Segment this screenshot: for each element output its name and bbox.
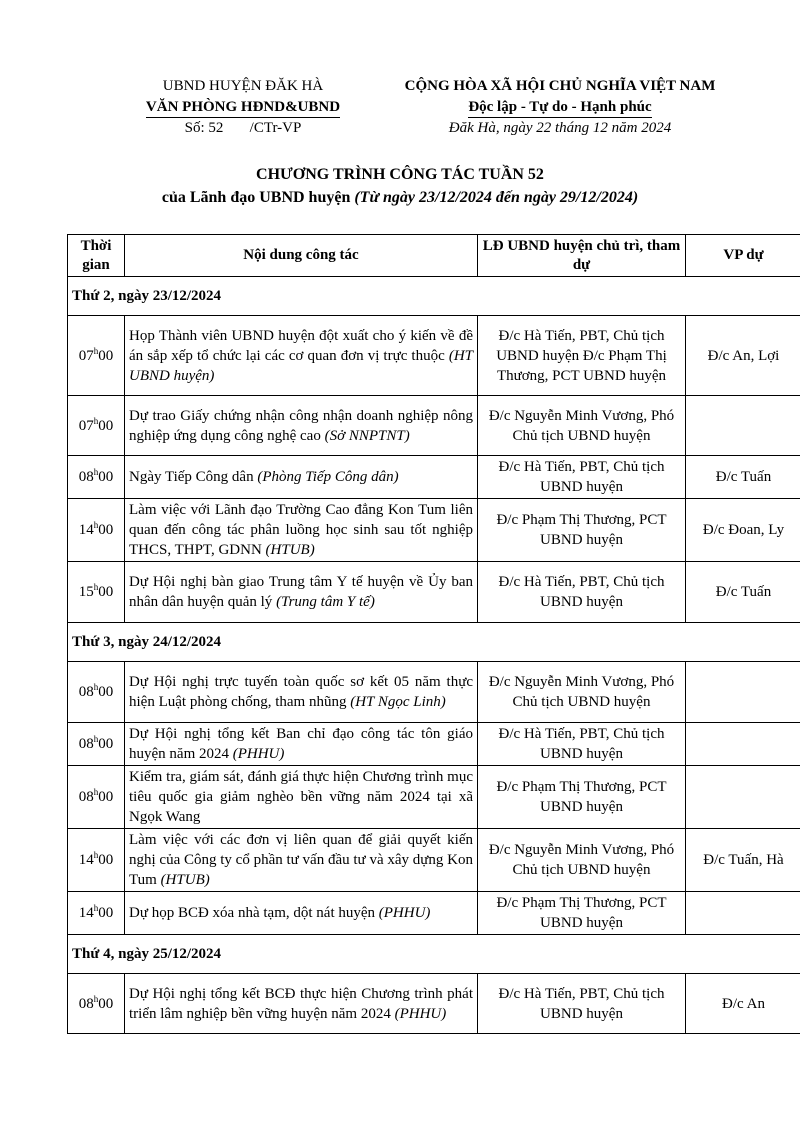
table-row (68, 766, 800, 829)
leader-cell: Đ/c Hà Tiến, PBT, Chủ tịch UBND huyện (478, 723, 686, 766)
content-cell: Dự Hội nghị tổng kết Ban chỉ đạo công tác tôn giáo huyện năm 2024 (PHHU) (125, 723, 478, 766)
table-row (68, 499, 800, 562)
content-cell: Kiểm tra, giám sát, đánh giá thực hiện Chương trình mục tiêu quốc gia giảm nghèo bền vững năm 2024 tại xã Ngọk Wang (125, 766, 478, 829)
vp-cell: Đ/c Tuấn, Hà (686, 829, 800, 892)
content-cell: Dự trao Giấy chứng nhận công nhận doanh nghiệp nông nghiệp ứng dụng công nghệ cao (Sở NNPTNT) (125, 396, 478, 456)
vp-cell (686, 662, 800, 723)
leader-cell: Đ/c Nguyễn Minh Vương, Phó Chủ tịch UBND huyện (478, 396, 686, 456)
document-title (0, 163, 800, 209)
leader-cell: Đ/c Phạm Thị Thương, PCT UBND huyện (478, 499, 686, 562)
agency-header (128, 76, 358, 139)
table-row (68, 829, 800, 892)
vp-cell: Đ/c An, Lợi (686, 316, 800, 396)
day-row (68, 277, 800, 316)
content-cell: Họp Thành viên UBND huyện đột xuất cho ý kiến về đề án sắp xếp tổ chức lại các cơ quan đơn vị trực thuộc (HT UBND huyện) (125, 316, 478, 396)
host-note: (HT UBND huyện) (129, 347, 473, 384)
host-note: (Trung tâm Y tế) (276, 594, 375, 610)
host-note: (PHHU) (378, 905, 431, 921)
day-row (68, 935, 800, 974)
content-cell: Dự họp BCĐ xóa nhà tạm, dột nát huyện (PHHU) (125, 892, 478, 935)
table-row (68, 456, 800, 499)
table-row (68, 974, 800, 1034)
table-row (68, 662, 800, 723)
office-name: VĂN PHÒNG HĐND&UBND (128, 97, 358, 118)
time-cell: 07$^h$00 (68, 396, 125, 456)
table-row (68, 396, 800, 456)
vp-cell: Đ/c Đoan, Ly (686, 499, 800, 562)
table-row (68, 723, 800, 766)
national-header (380, 76, 740, 139)
time-cell: 14$^h$00 (68, 829, 125, 892)
day-label: Thứ 2, ngày 23/12/2024 (68, 277, 800, 316)
host-note: (PHHU) (394, 1005, 447, 1022)
host-note: (PHHU) (232, 746, 285, 762)
leader-cell: Đ/c Phạm Thị Thương, PCT UBND huyện (478, 766, 686, 829)
vp-cell (686, 892, 800, 935)
time-cell: 08$^h$00 (68, 974, 125, 1034)
host-note: (HTUB) (265, 542, 315, 558)
host-note: (Phòng Tiếp Công dân) (257, 469, 399, 485)
host-note: (HT Ngọc Linh) (350, 694, 446, 710)
day-label: Thứ 4, ngày 25/12/2024 (68, 935, 800, 974)
motto: Độc lập - Tự do - Hạnh phúc (380, 97, 740, 118)
time-cell: 14$^h$00 (68, 892, 125, 935)
content-cell: Dự Hội nghị tổng kết BCĐ thực hiện Chương trình phát triển lâm nghiệp bền vững huyện năm 2024 (PHHU) (125, 974, 478, 1034)
title-line-2: của Lãnh đạo UBND huyện (Từ ngày 23/12/2024 đến ngày 29/12/2024) (161, 189, 639, 206)
vp-cell: Đ/c Tuấn (686, 562, 800, 623)
country-name: CỘNG HÒA XÃ HỘI CHỦ NGHĨA VIỆT NAM (404, 78, 716, 94)
time-cell: 14$^h$00 (68, 499, 125, 562)
leader-cell: Đ/c Hà Tiến, PBT, Chủ tịch UBND huyện Đ/c Phạm Thị Thương, PCT UBND huyện (478, 316, 686, 396)
content-cell: Dự Hội nghị bàn giao Trung tâm Y tế huyện về Ủy ban nhân dân huyện quản lý (Trung tâm Y tế) (125, 562, 478, 623)
host-note: (HTUB) (160, 872, 210, 888)
vp-cell: Đ/c An (686, 974, 800, 1034)
time-cell: 07$^h$00 (68, 316, 125, 396)
place-date: Đăk Hà, ngày 22 tháng 12 năm 2024 (448, 120, 672, 136)
leader-cell: Đ/c Nguyễn Minh Vương, Phó Chủ tịch UBND huyện (478, 662, 686, 723)
header-content: Nội dung công tác (125, 235, 478, 277)
header-vp: VP dự (686, 235, 800, 277)
vp-cell (686, 766, 800, 829)
time-cell: 08$^h$00 (68, 766, 125, 829)
table-row (68, 562, 800, 623)
content-cell: Làm việc với Lãnh đạo Trường Cao đẳng Kon Tum liên quan đến công tác phân luồng học sinh sau tốt nghiệp THCS, THPT, GDNN (HTUB) (125, 499, 478, 562)
time-cell: 08$^h$00 (68, 662, 125, 723)
header-time: Thời gian (68, 235, 125, 277)
vp-cell (686, 396, 800, 456)
vp-cell: Đ/c Tuấn (686, 456, 800, 499)
leader-cell: Đ/c Hà Tiến, PBT, Chủ tịch UBND huyện (478, 456, 686, 499)
time-cell: 15$^h$00 (68, 562, 125, 623)
day-row (68, 623, 800, 662)
content-cell: Làm việc với các đơn vị liên quan để giải quyết kiến nghị của Công ty cổ phần tư vấn đầu tư và xây dựng Kon Tum (HTUB) (125, 829, 478, 892)
leader-cell: Đ/c Phạm Thị Thương, PCT UBND huyện (478, 892, 686, 935)
schedule-body (68, 277, 800, 1034)
table-row (68, 892, 800, 935)
agency-name: UBND HUYỆN ĐĂK HÀ (162, 78, 324, 94)
leader-cell: Đ/c Nguyễn Minh Vương, Phó Chủ tịch UBND huyện (478, 829, 686, 892)
leader-cell: Đ/c Hà Tiến, PBT, Chủ tịch UBND huyện (478, 974, 686, 1034)
leader-cell: Đ/c Hà Tiến, PBT, Chủ tịch UBND huyện (478, 562, 686, 623)
schedule-table (67, 234, 800, 1034)
title-line-1: CHƯƠNG TRÌNH CÔNG TÁC TUẦN 52 (256, 166, 544, 183)
vp-cell (686, 723, 800, 766)
host-note: (Sở NNPTNT) (324, 427, 410, 444)
time-cell: 08$^h$00 (68, 723, 125, 766)
document-number: Số: 52 /CTr-VP (184, 120, 302, 136)
content-cell: Ngày Tiếp Công dân (Phòng Tiếp Công dân) (125, 456, 478, 499)
content-cell: Dự Hội nghị trực tuyến toàn quốc sơ kết 05 năm thực hiện Luật phòng chống, tham nhũng (HT Ngọc Linh) (125, 662, 478, 723)
time-cell: 08$^h$00 (68, 456, 125, 499)
header-leader: LĐ UBND huyện chủ trì, tham dự (478, 235, 686, 277)
table-row (68, 316, 800, 396)
day-label: Thứ 3, ngày 24/12/2024 (68, 623, 800, 662)
